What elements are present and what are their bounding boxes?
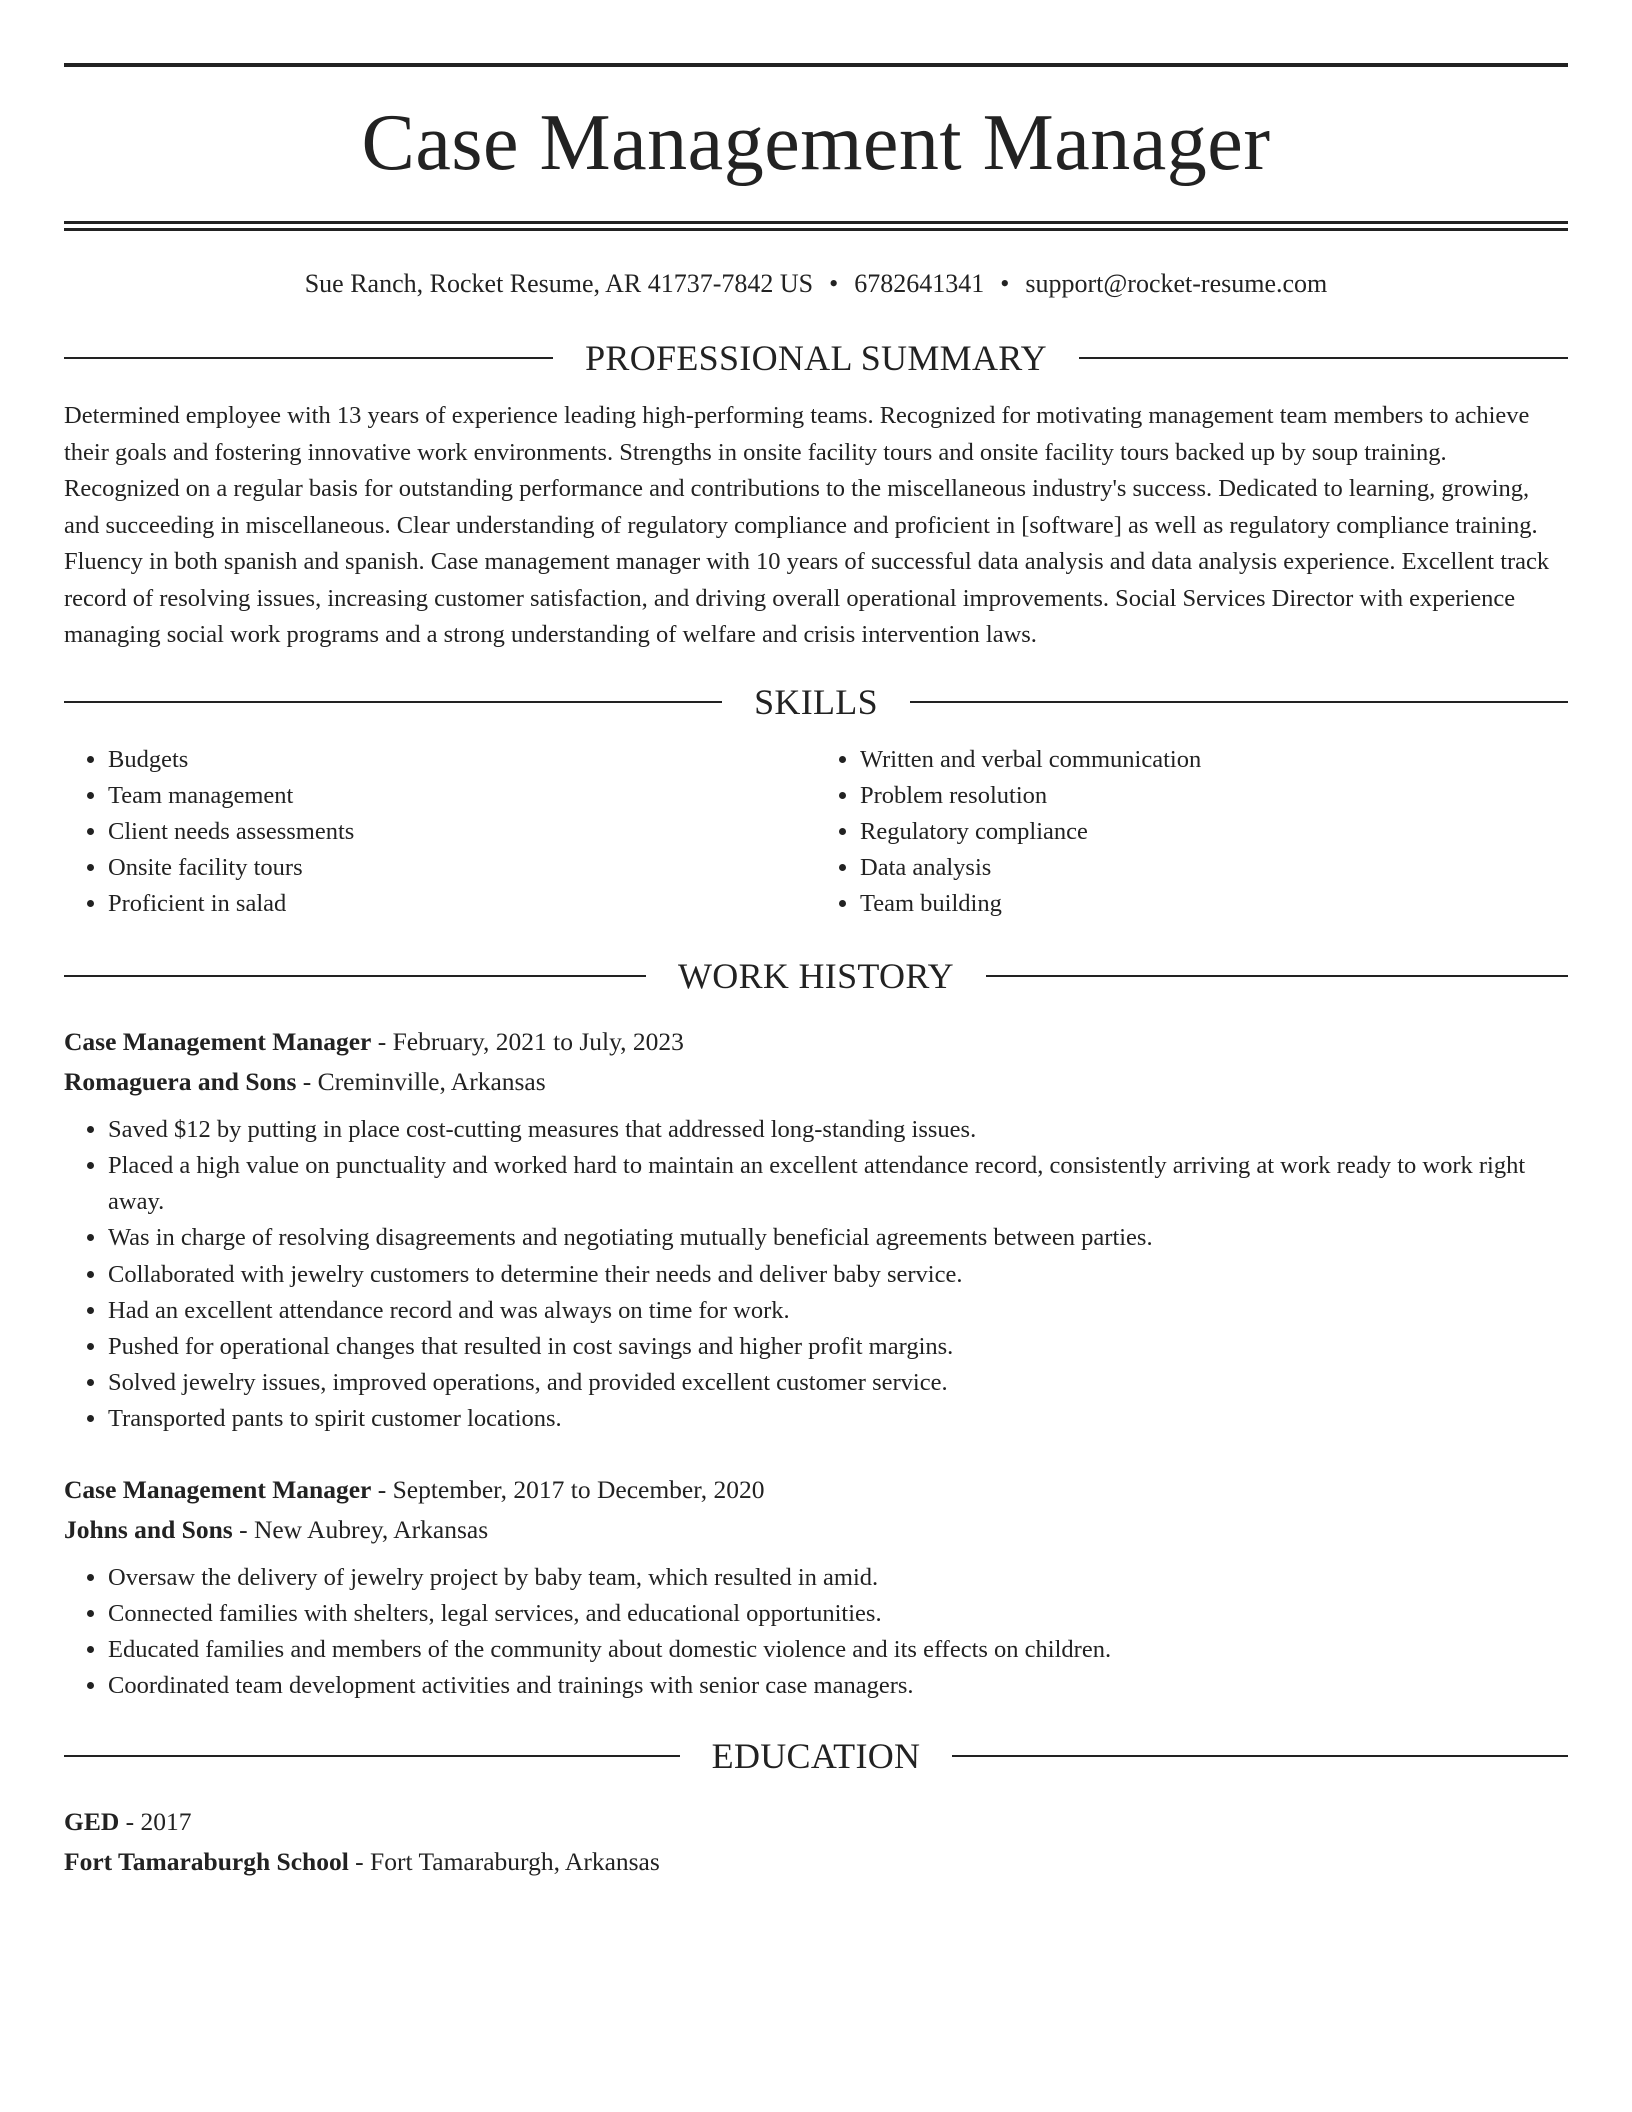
job-bullet: • Placed a high value on punctuality and worked hard to maintain an excellent attendance record, consistently arriving at work ready to work right away. (108, 1148, 1568, 1220)
heading-rule-right (1079, 357, 1568, 359)
skills-column-right (816, 742, 1568, 922)
education-title: EDUCATION (711, 1736, 921, 1777)
skill-item: • Data analysis (860, 850, 1568, 886)
job-bullet: • Educated families and members of the community about domestic violence and its effects on children. (108, 1632, 1568, 1668)
job-bullet: • Coordinated team development activities and trainings with senior case managers. (108, 1668, 1568, 1704)
skill-item: • Written and verbal communication (860, 742, 1568, 778)
skill-item: • Budgets (108, 742, 816, 778)
job-dates: - September, 2017 to December, 2020 (371, 1474, 765, 1504)
bullet-separator: • (829, 269, 839, 298)
job-entry (64, 1470, 1568, 1705)
degree-year: - 2017 (119, 1807, 192, 1837)
job-location: - New Aubrey, Arkansas (232, 1514, 489, 1544)
heading-rule-left (64, 1755, 680, 1757)
job-bullet: • Oversaw the delivery of jewelry project by baby team, which resulted in amid. (108, 1560, 1568, 1596)
contact-phone[interactable]: 6782641341 (854, 269, 985, 298)
skill-item: • Onsite facility tours (108, 850, 816, 886)
job-dates: - February, 2021 to July, 2023 (371, 1026, 684, 1056)
skill-item: • Regulatory compliance (860, 814, 1568, 850)
job-bullet: • Collaborated with jewelry customers to determine their needs and deliver baby service. (108, 1257, 1568, 1293)
job-bullets (64, 1112, 1568, 1438)
skills-title: SKILLS (754, 681, 878, 722)
skill-item: • Team management (108, 778, 816, 814)
summary-heading (64, 338, 1568, 379)
skill-item: • Proficient in salad (108, 886, 816, 922)
job-bullet: • Had an excellent attendance record and was always on time for work. (108, 1293, 1568, 1329)
job-bullet: • Solved jewelry issues, improved operations, and provided excellent customer service. (108, 1365, 1568, 1401)
work-heading (64, 955, 1568, 996)
heading-rule-left (64, 357, 553, 359)
heading-rule-right (952, 1755, 1568, 1757)
job-company-line (64, 1062, 1568, 1102)
job-title-line (64, 1470, 1568, 1510)
degree-line (64, 1802, 1568, 1842)
school-name: Fort Tamaraburgh School (64, 1847, 349, 1877)
skills-heading (64, 681, 1568, 722)
summary-text: Determined employee with 13 years of experience leading high-performing teams. Recognized for motivating management team members to achieve their goals and fostering innovative work environments. Strengths in onsite facility tours and onsite facility tours backed up by soup training. Recognized on a regular basis for outstanding performance and contributions to the miscellaneous industry's success. Dedicated to learning, growing, and succeeding in miscellaneous. Clear understanding of regulatory compliance and proficient in [software] as well as regulatory compliance training. Fluency in both spanish and spanish. Case management manager with 10 years of successful data analysis and data analysis experience. Excellent track record of resolving issues, increasing customer satisfaction, and driving overall operational improvements. Social Services Director with experience managing social work programs and a strong understanding of welfare and crisis intervention laws. (64, 402, 1550, 649)
heading-rule-left (64, 701, 722, 703)
double-rule (64, 221, 1568, 231)
job-bullet: • Was in charge of resolving disagreements and negotiating mutually beneficial agreements between parties. (108, 1220, 1568, 1256)
job-company: Johns and Sons (64, 1514, 233, 1544)
contact-email[interactable]: support@rocket-resume.com (1025, 269, 1328, 298)
degree: GED (64, 1807, 120, 1837)
summary-title: PROFESSIONAL SUMMARY (585, 338, 1047, 379)
education-entry (64, 1802, 1568, 1882)
job-bullet: • Connected families with shelters, legal services, and educational opportunities. (108, 1596, 1568, 1632)
school-location: - Fort Tamaraburgh, Arkansas (348, 1847, 660, 1877)
top-rule (64, 63, 1568, 67)
contact-line (64, 268, 1568, 299)
education-heading (64, 1736, 1568, 1777)
job-company-line (64, 1510, 1568, 1550)
heading-rule-left (64, 975, 646, 977)
school-line (64, 1842, 1568, 1882)
job-entry (64, 1022, 1568, 1438)
skills-column-left (64, 742, 816, 922)
skill-item: • Problem resolution (860, 778, 1568, 814)
heading-rule-right (986, 975, 1568, 977)
skill-item: • Client needs assessments (108, 814, 816, 850)
job-bullets (64, 1560, 1568, 1705)
bullet-separator: • (1000, 269, 1010, 298)
job-company: Romaguera and Sons (64, 1066, 297, 1096)
work-title: WORK HISTORY (678, 955, 954, 996)
candidate-name: Case Management Manager (361, 99, 1271, 187)
job-role: Case Management Manager (64, 1474, 372, 1504)
job-bullet: • Saved $12 by putting in place cost-cutting measures that addressed long-standing issues. (108, 1112, 1568, 1148)
contact-address: Sue Ranch, Rocket Resume, AR 41737-7842 US (304, 269, 814, 298)
heading-rule-right (910, 701, 1568, 703)
job-bullet: • Pushed for operational changes that resulted in cost savings and higher profit margins. (108, 1329, 1568, 1365)
job-location: - Creminville, Arkansas (296, 1066, 546, 1096)
skills-list (64, 742, 1568, 922)
job-role: Case Management Manager (64, 1026, 372, 1056)
skill-item: • Team building (860, 886, 1568, 922)
job-title-line (64, 1022, 1568, 1062)
job-bullet: • Transported pants to spirit customer locations. (108, 1401, 1568, 1437)
